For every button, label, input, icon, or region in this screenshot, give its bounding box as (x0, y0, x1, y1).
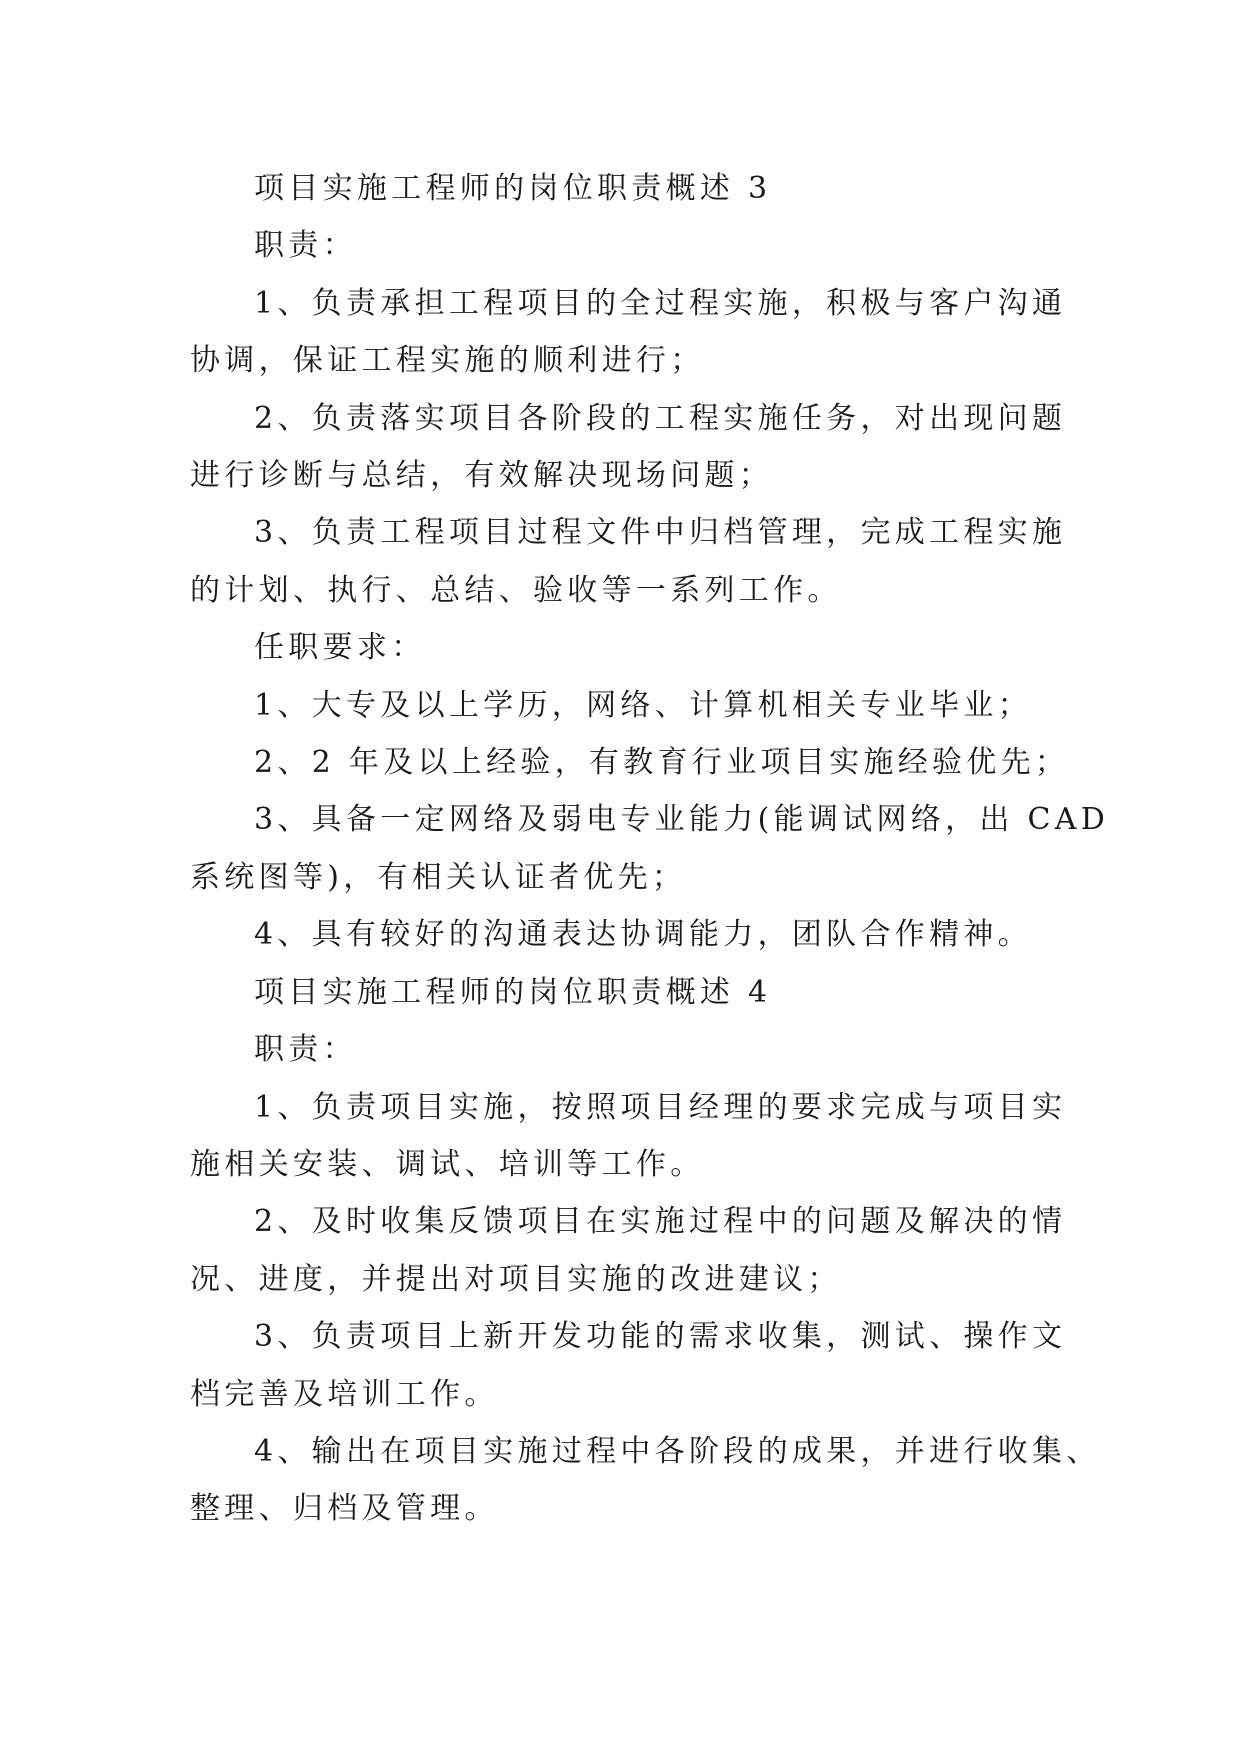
paragraph-line: 档完善及培训工作。 (190, 1376, 499, 1412)
section-heading: 项目实施工程师的岗位职责概述 3 (254, 171, 772, 206)
paragraph-line: 协调，保证工程实施的顺利进行； (190, 343, 705, 379)
duties-label: 职责： (254, 1032, 357, 1068)
paragraph-line: 施相关安装、调试、培训等工作。 (190, 1146, 705, 1182)
paragraph-line: 的计划、执行、总结、验收等一系列工作。 (190, 572, 842, 608)
paragraph-line: 整理、归档及管理。 (190, 1491, 499, 1527)
paragraph-line: 2、负责落实项目各阶段的工程实施任务，对出现问题 (254, 400, 1067, 436)
document-body (190, 160, 1110, 1538)
paragraph-line: 3、具备一定网络及弱电专业能力(能调试网络，出 CAD (254, 802, 1110, 838)
paragraph-line: 况、进度，并提出对项目实施的改进建议； (190, 1261, 842, 1297)
duties-label: 职责： (254, 228, 357, 264)
paragraph-line: 4、输出在项目实施过程中各阶段的成果，并进行收集、 (254, 1433, 1101, 1469)
paragraph-line: 1、负责项目实施，按照项目经理的要求完成与项目实 (254, 1089, 1067, 1125)
paragraph-line: 2、及时收集反馈项目在实施过程中的问题及解决的情 (254, 1204, 1067, 1240)
paragraph-line: 1、大专及以上学历，网络、计算机相关专业毕业； (254, 687, 1032, 723)
paragraph-line: 1、负责承担工程项目的全过程实施，积极与客户沟通 (254, 285, 1067, 321)
section-heading: 项目实施工程师的岗位职责概述 4 (254, 974, 772, 1010)
paragraph-line: 2、2 年及以上经验，有教育行业项目实施经验优先； (254, 745, 1070, 781)
requirements-label: 任职要求： (254, 630, 426, 666)
paragraph-line: 3、负责项目上新开发功能的需求收集，测试、操作文 (254, 1319, 1067, 1355)
paragraph-line: 进行诊断与总结，有效解决现场问题； (190, 458, 774, 494)
paragraph-line: 系统图等)，有相关认证者优先； (190, 859, 687, 895)
paragraph-line: 3、负责工程项目过程文件中归档管理，完成工程实施 (254, 515, 1067, 551)
paragraph-line: 4、具有较好的沟通表达协调能力，团队合作精神。 (254, 917, 1032, 953)
